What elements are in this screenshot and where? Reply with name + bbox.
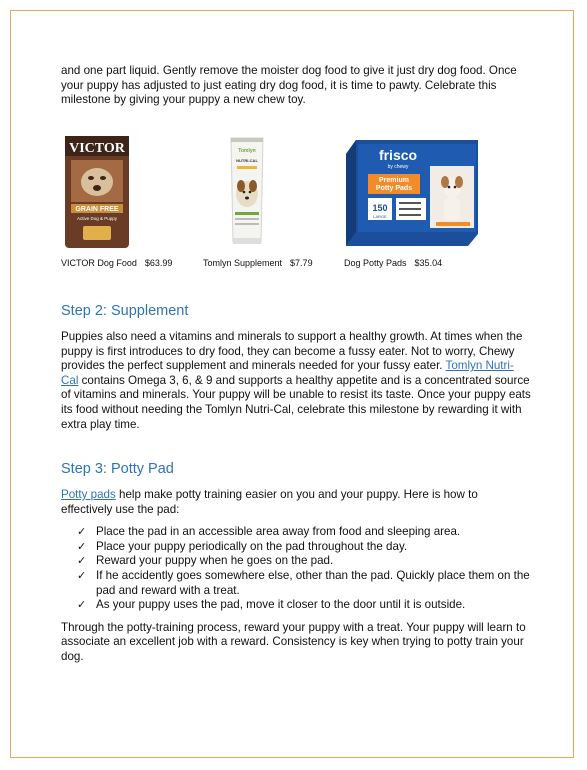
svg-text:150: 150 (372, 203, 388, 213)
step2-heading: Step 2: Supplement (61, 303, 189, 319)
check-bullet-icon: ✓ (77, 569, 87, 582)
list-item-text: Reward your puppy when he goes on the pad. (96, 554, 334, 568)
check-bullet-icon: ✓ (77, 599, 87, 612)
product-name: Tomlyn Supplement (203, 258, 283, 268)
check-bullet-icon: ✓ (77, 540, 87, 553)
list-item (61, 525, 531, 540)
tomlyn-nutri-cal-link[interactable]: Tomlyn Nutri-Cal (61, 359, 514, 387)
potty-steps-list (61, 525, 531, 613)
step3-heading: Step 3: Potty Pad (61, 461, 174, 477)
tomlyn-supplement-image (217, 134, 277, 250)
step2-text: Puppies also need a vitamins and minerals to support a healthy growth. At times when the puppy is first introduces to dry food, they can become a fussy eater. Not to worry, Chewy provides the perfect supplement and minerals needed for your fussy eater. (61, 330, 523, 373)
product-caption (61, 258, 172, 268)
step2-text-cont: contains Omega 3, 6, & 9 and supports a healthy appetite and is a concentrated source of vitamins and minerals. Your puppy will be unable to resist its taste. Once your puppy eats its food without needing the Tomlyn Nutri-Cal, celebrate this milestone by rewarding it with extra play time. (61, 373, 531, 431)
step2-paragraph (61, 330, 531, 432)
list-item-text: Place your puppy periodically on the pad throughout the day. (96, 539, 408, 553)
step3-section (61, 488, 531, 665)
victor-dog-food-image (61, 134, 133, 250)
intro-text: and one part liquid. Gently remove the moister dog food to give it just dry dog food. Once your puppy has adjusted to just eating dry dog food, it is time to pawty. Celebrate this milestone by giving your puppy a new chew toy. (61, 64, 517, 107)
svg-text:GRAIN FREE: GRAIN FREE (75, 206, 119, 213)
svg-text:VICTOR: VICTOR (69, 141, 125, 156)
product-row (61, 134, 531, 274)
svg-text:Premium: Premium (379, 177, 409, 184)
check-bullet-icon: ✓ (77, 555, 87, 568)
list-item (61, 540, 531, 555)
step3-closing: Through the potty-training process, reward your puppy with a treat. Your puppy will learn to associate an excellent job with a reward. Consistency is key when trying to potty train your dog. (61, 620, 526, 663)
list-item (61, 554, 531, 569)
product-price: $35.04 (414, 258, 443, 268)
frisco-potty-pads-image (344, 138, 480, 248)
step3-intro (61, 488, 531, 517)
product-caption (203, 258, 313, 268)
step3-intro-text: help make potty training easier on you and your puppy. Here is how to effectively use the pad: (61, 488, 478, 516)
svg-text:NUTRI-CAL: NUTRI-CAL (236, 158, 258, 163)
check-bullet-icon: ✓ (77, 526, 87, 539)
list-item (61, 569, 531, 598)
intro-paragraph (61, 64, 531, 108)
list-item-text: If he accidently goes somewhere else, other than the pad. Quickly place them on the pad and reward with a treat. (96, 568, 530, 597)
step2-section (61, 330, 531, 432)
product-price: $7.79 (290, 258, 313, 268)
svg-text:frisco: frisco (378, 147, 418, 163)
svg-text:LARGE: LARGE (373, 214, 387, 219)
svg-text:Tomlyn: Tomlyn (238, 148, 256, 154)
list-item-text: As your puppy uses the pad, move it closer to the door until it is outside. (96, 598, 466, 612)
product-caption (344, 258, 442, 268)
svg-text:by chewy: by chewy (387, 164, 409, 170)
list-item (61, 598, 531, 613)
list-item-text: Place the pad in an accessible area away from food and sleeping area. (96, 525, 461, 539)
product-price: $63.99 (144, 258, 173, 268)
potty-pads-link[interactable]: Potty pads (61, 488, 116, 501)
product-name: Dog Potty Pads (344, 258, 407, 268)
svg-text:Potty Pads: Potty Pads (375, 185, 413, 192)
svg-text:Active Dog & Puppy: Active Dog & Puppy (76, 216, 118, 221)
product-name: VICTOR Dog Food (61, 258, 137, 268)
